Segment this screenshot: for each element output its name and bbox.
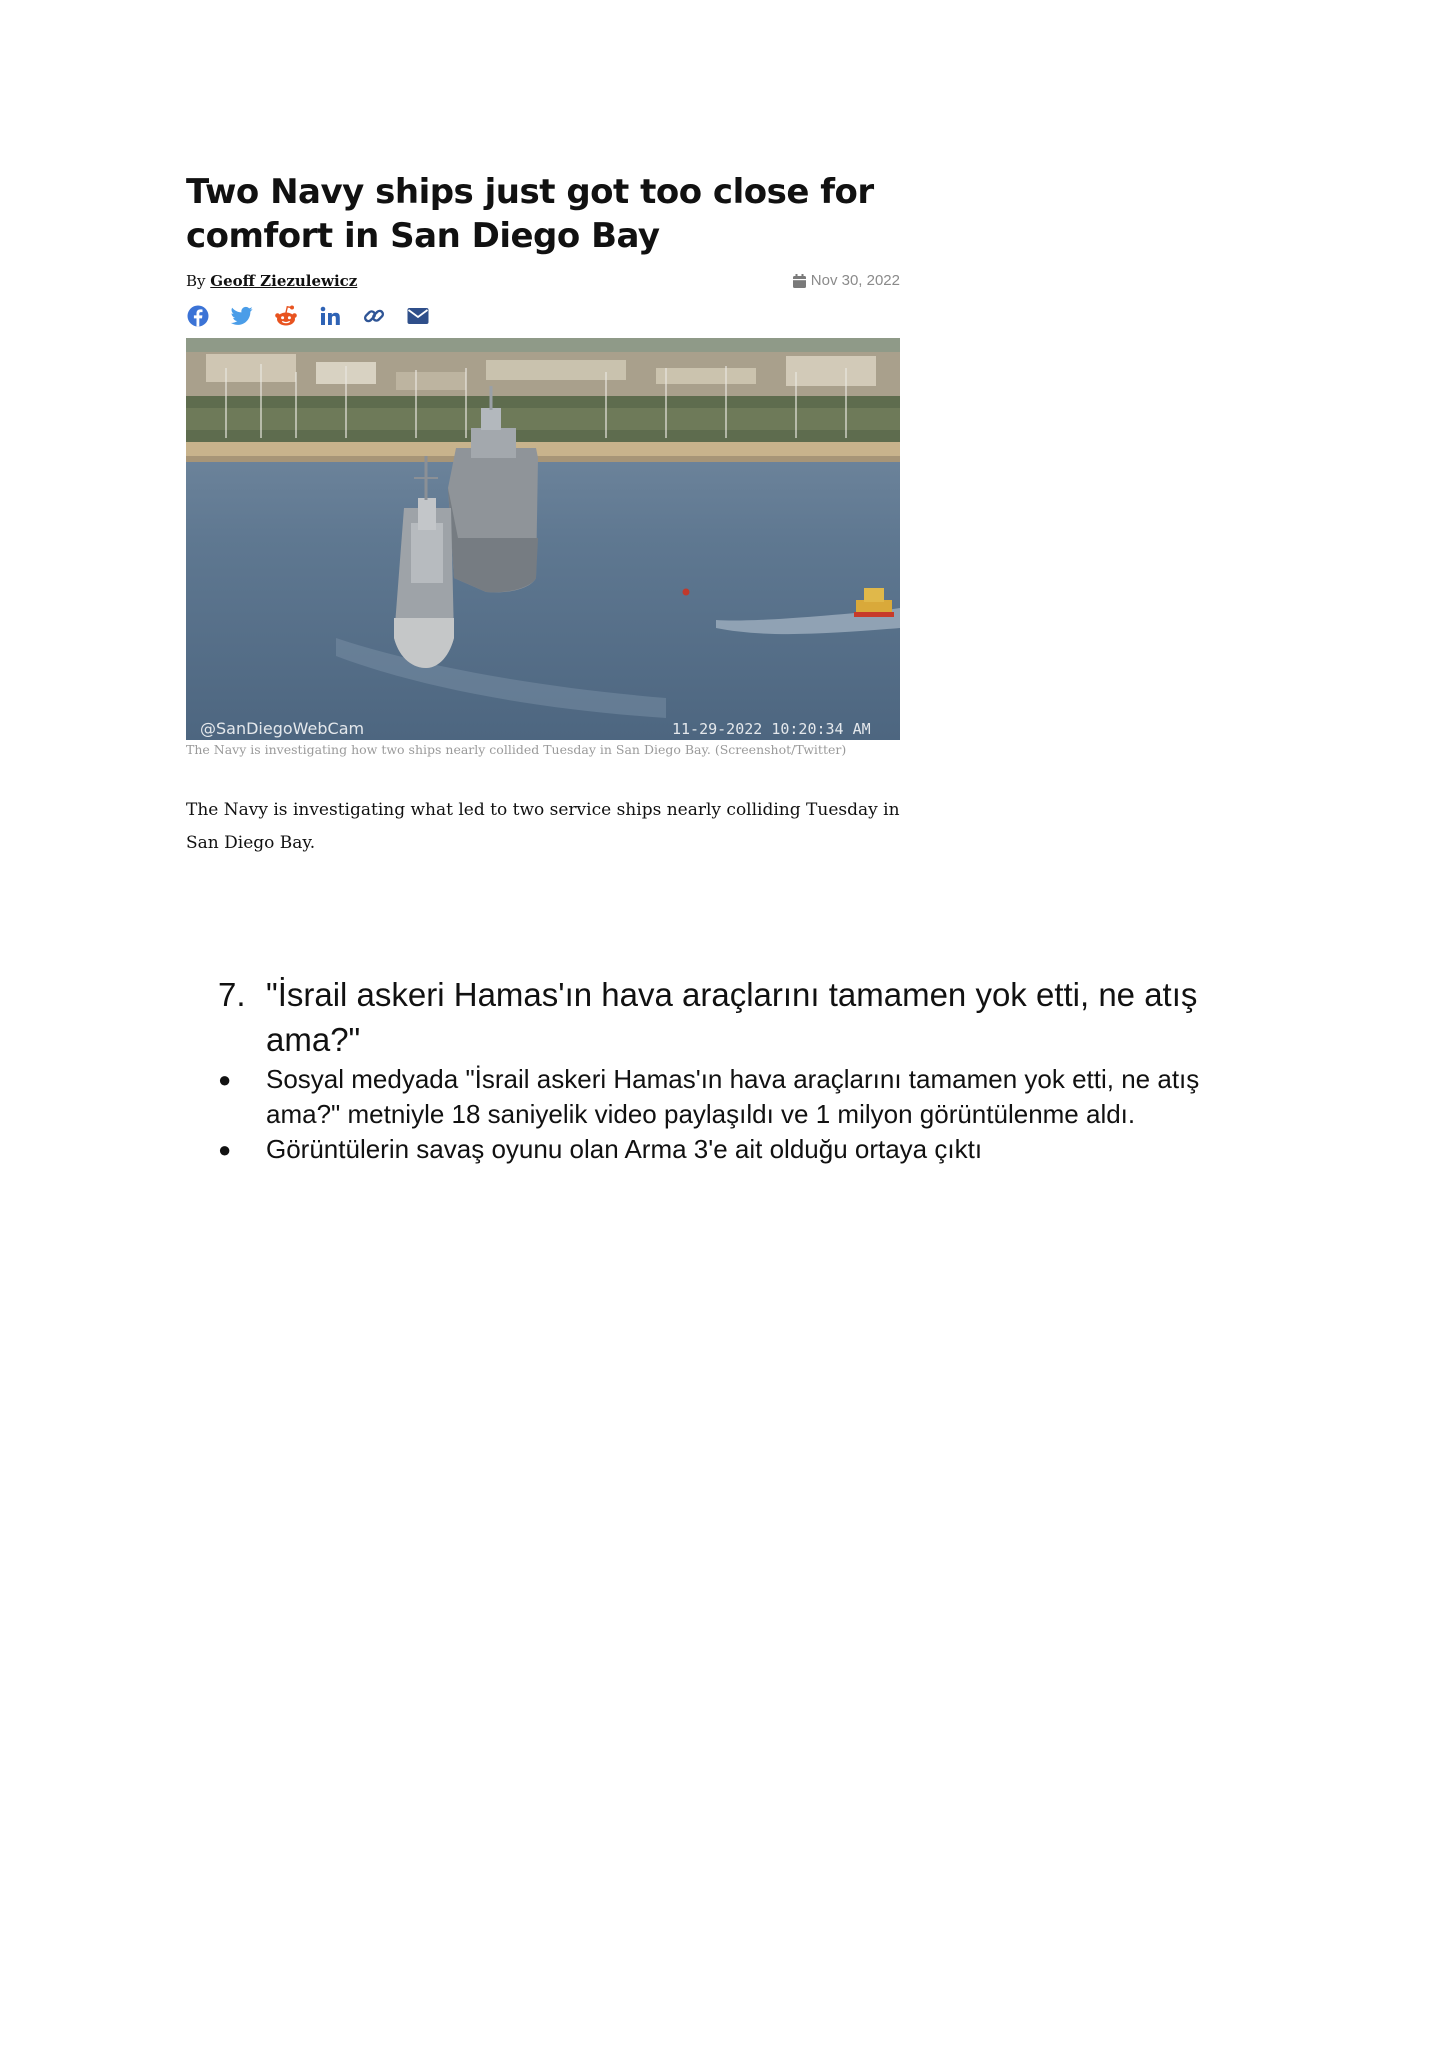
linkedin-icon[interactable]: [318, 304, 342, 328]
photo-timestamp: 11-29-2022 10:20:34 AM: [672, 720, 871, 738]
bullet-marker: ●: [218, 1137, 232, 1162]
article-headline: Two Navy ships just got too close for comfort in San Diego Bay: [186, 172, 874, 256]
facebook-icon[interactable]: [186, 304, 210, 328]
note-number: 7.: [218, 976, 246, 1013]
article-lede: The Navy is investigating what led to two service ships nearly colliding Tuesday in San Diego Bay.: [186, 800, 900, 853]
photo-caption: The Navy is investigating how two ships nearly collided Tuesday in San Diego Bay. (Screenshot/Twitter): [186, 742, 847, 757]
fact-check-notes: [218, 972, 1248, 1167]
news-article: [186, 170, 900, 860]
reddit-icon[interactable]: [274, 304, 298, 328]
note-bullet: [218, 1132, 1248, 1167]
author-link[interactable]: Geoff Ziezulewicz: [210, 272, 358, 290]
note-heading: [218, 972, 1248, 1062]
byline: [186, 272, 357, 290]
byline-prefix: By: [186, 272, 206, 290]
email-icon[interactable]: [406, 304, 430, 328]
article-meta: [186, 268, 900, 292]
ships-photo: [186, 338, 900, 740]
calendar-icon: [793, 274, 806, 288]
date-text: Nov 30, 2022: [810, 272, 900, 289]
note-heading-text: "İsrail askeri Hamas'ın hava araçlarını tamamen yok etti, ne atış ama?": [266, 976, 1198, 1058]
photo-watermark: @SanDiegoWebCam: [200, 719, 365, 738]
note-bullet: [218, 1062, 1248, 1132]
share-bar: [186, 304, 900, 328]
publish-date: [793, 272, 900, 289]
twitter-icon[interactable]: [230, 304, 254, 328]
link-icon[interactable]: [362, 304, 386, 328]
bullet-marker: ●: [218, 1067, 232, 1092]
note-bullet-text: Sosyal medyada "İsrail askeri Hamas'ın hava araçlarını tamamen yok etti, ne atış ama?" metniyle 18 saniyelik video paylaşıldı ve 1 milyon görüntülenme aldı.: [266, 1064, 1200, 1129]
note-bullet-text: Görüntülerin savaş oyunu olan Arma 3'e ait olduğu ortaya çıktı: [266, 1134, 983, 1164]
